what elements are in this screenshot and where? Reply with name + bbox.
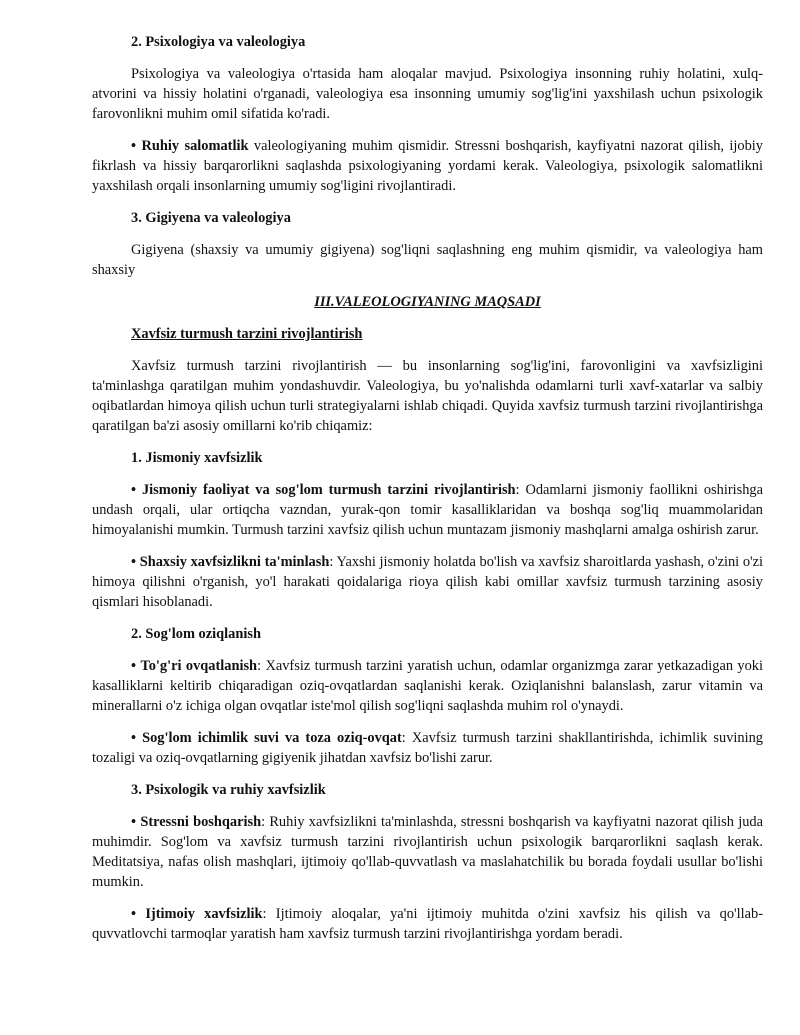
paragraph: Gigiyena (shaxsiy va umumiy gigiyena) sog'liqni saqlashning eng muhim qismidir, va valeologiya ham shaxsiy xyxy=(92,242,763,278)
bullet-icon: • xyxy=(131,554,137,570)
bullet-text: : Xavfsiz turmush tarzini yaratish uchun, odamlar organizmga zarar yetkazadigan yoki kasalliklarni keltirib chiqaradigan oziq-ovqatlardan saqlanishi kerak. Oziqlanishni balanslash, zarur vitamin va minerallarni o'z ichiga olgan ovqatlar iste'mol qilish sog'liqni saqlashda muhim rol o'ynaydi. xyxy=(92,658,763,714)
bullet-paragraph xyxy=(92,552,763,612)
bullet-icon: • xyxy=(131,814,137,830)
bullet-text: : Odamlarni jismoniy faollikni oshirishga undash orqali, ular ortiqcha vazndan, yurak-qon tomir kasalliklaridan va boshqa sog'liq muammolaridan himoyalanishi mumkin. Turmush tarzini xavfsiz qilish uchun muntazam jismoniy mashqlarni amalga oshirish zarur. xyxy=(92,482,763,538)
section-heading: 2. Sog'lom oziqlanish xyxy=(131,626,261,642)
bullet-paragraph xyxy=(92,656,763,716)
bullet-text: : Yaxshi jismoniy holatda bo'lish va xavfsiz sharoitlarda yashash, o'zini o'zi himoya qilishni o'rganish, yo'l harakati qoidalariga rioya qilish kabi omillar xavfsiz turmush tarzining asosiy qismlari hisoblanadi. xyxy=(92,554,764,610)
bullet-term: Stressni boshqarish xyxy=(140,814,262,830)
bullet-term: Jismoniy faoliyat va sog'lom turmush tarzini rivojlantirish xyxy=(141,482,516,498)
chapter-title: III.VALEOLOGIYANING MAQSADI xyxy=(314,294,541,310)
bullet-icon: • xyxy=(131,658,137,674)
paragraph: Psixologiya va valeologiya o'rtasida ham aloqalar mavjud. Psixologiya insonning ruhiy holatini, xulq-atvorini va hissiy holatini o'rganadi, valeologiya esa insonning umumiy sog'lig'ini yaxshilash uchun psixologik farovonlikni muhim omil sifatida ko'radi. xyxy=(92,66,763,122)
section-heading: 2. Psixologiya va valeologiya xyxy=(131,34,306,50)
bullet-icon: • xyxy=(131,906,137,922)
bullet-icon: • xyxy=(131,730,137,746)
section-subtitle: Xavfsiz turmush tarzini rivojlantirish xyxy=(131,326,363,342)
bullet-text: : Xavfsiz turmush tarzini shakllantirishda, ichimlik suvining tozaligi va oziq-ovqatlarning gigiyenik jihatdan xavfsiz bo'lishi zarur. xyxy=(92,730,763,766)
section-heading: 3. Gigiyena va valeologiya xyxy=(131,210,291,226)
section-heading: 3. Psixologik va ruhiy xavfsizlik xyxy=(131,782,326,798)
bullet-icon: • xyxy=(131,482,137,498)
bullet-paragraph xyxy=(92,812,763,892)
paragraph: Xavfsiz turmush tarzini rivojlantirish — bu insonlarning sog'lig'ini, farovonligini va xavfsizligini ta'minlashga qaratilgan muhim yondashuvdir. Valeologiya, bu yo'nalishda odamlarni turli xavf-xatarlar va salbiy oqibatlardan himoya qilish uchun turli strategiyalarni ishlab chiqadi. Quyida xavfsiz turmush tarzini rivojlantirishga qaratilgan ba'zi asosiy omillarni ko'rib chiqamiz: xyxy=(92,358,763,434)
bullet-text: : Ijtimoiy aloqalar, ya'ni ijtimoiy muhitda o'zini xavfsiz his qilish va qo'llab-quvvatlovchi tarmoqlar yaratish ham xavfsiz turmush tarzini rivojlantirishga yordam beradi. xyxy=(92,906,763,942)
bullet-paragraph xyxy=(92,480,763,540)
bullet-term: Shaxsiy xavfsizlikni ta'minlash xyxy=(139,554,330,570)
bullet-icon: • xyxy=(131,138,137,154)
bullet-paragraph xyxy=(92,136,763,196)
bullet-paragraph xyxy=(92,728,763,768)
bullet-paragraph xyxy=(92,904,763,944)
bullet-term: To'g'ri ovqatlanish xyxy=(140,658,258,674)
bullet-term: Ijtimoiy xavfsizlik xyxy=(145,906,263,922)
bullet-text: valeologiyaning muhim qismidir. Stressni boshqarish, kayfiyatni nazorat qilish, ijobiy fikrlash va hissiy barqarorlikni saqlashda psixologiyaning yordami kerak. Valeologiya, psixologik salomatlikni yaxshilash orqali insonlarning umumiy sog'ligini rivojlantiradi. xyxy=(92,138,763,194)
bullet-term: Sog'lom ichimlik suvi va toza oziq-ovqat xyxy=(142,730,402,746)
bullet-text: : Ruhiy xavfsizlikni ta'minlashda, stressni boshqarish va kayfiyatni nazorat qilish juda muhimdir. Sog'lom va xavfsiz turmush tarzini rivojlantirish uchun psixologik barqarorlikni saqlash kerak. Meditatsiya, nafas olish mashqlari, ijtimoiy qo'llab-quvvatlash va maslahatchilik bu borada foydali usullar bo'lishi mumkin. xyxy=(92,814,763,890)
bullet-term: Ruhiy salomatlik xyxy=(141,138,249,154)
section-heading: 1. Jismoniy xavfsizlik xyxy=(131,450,263,466)
